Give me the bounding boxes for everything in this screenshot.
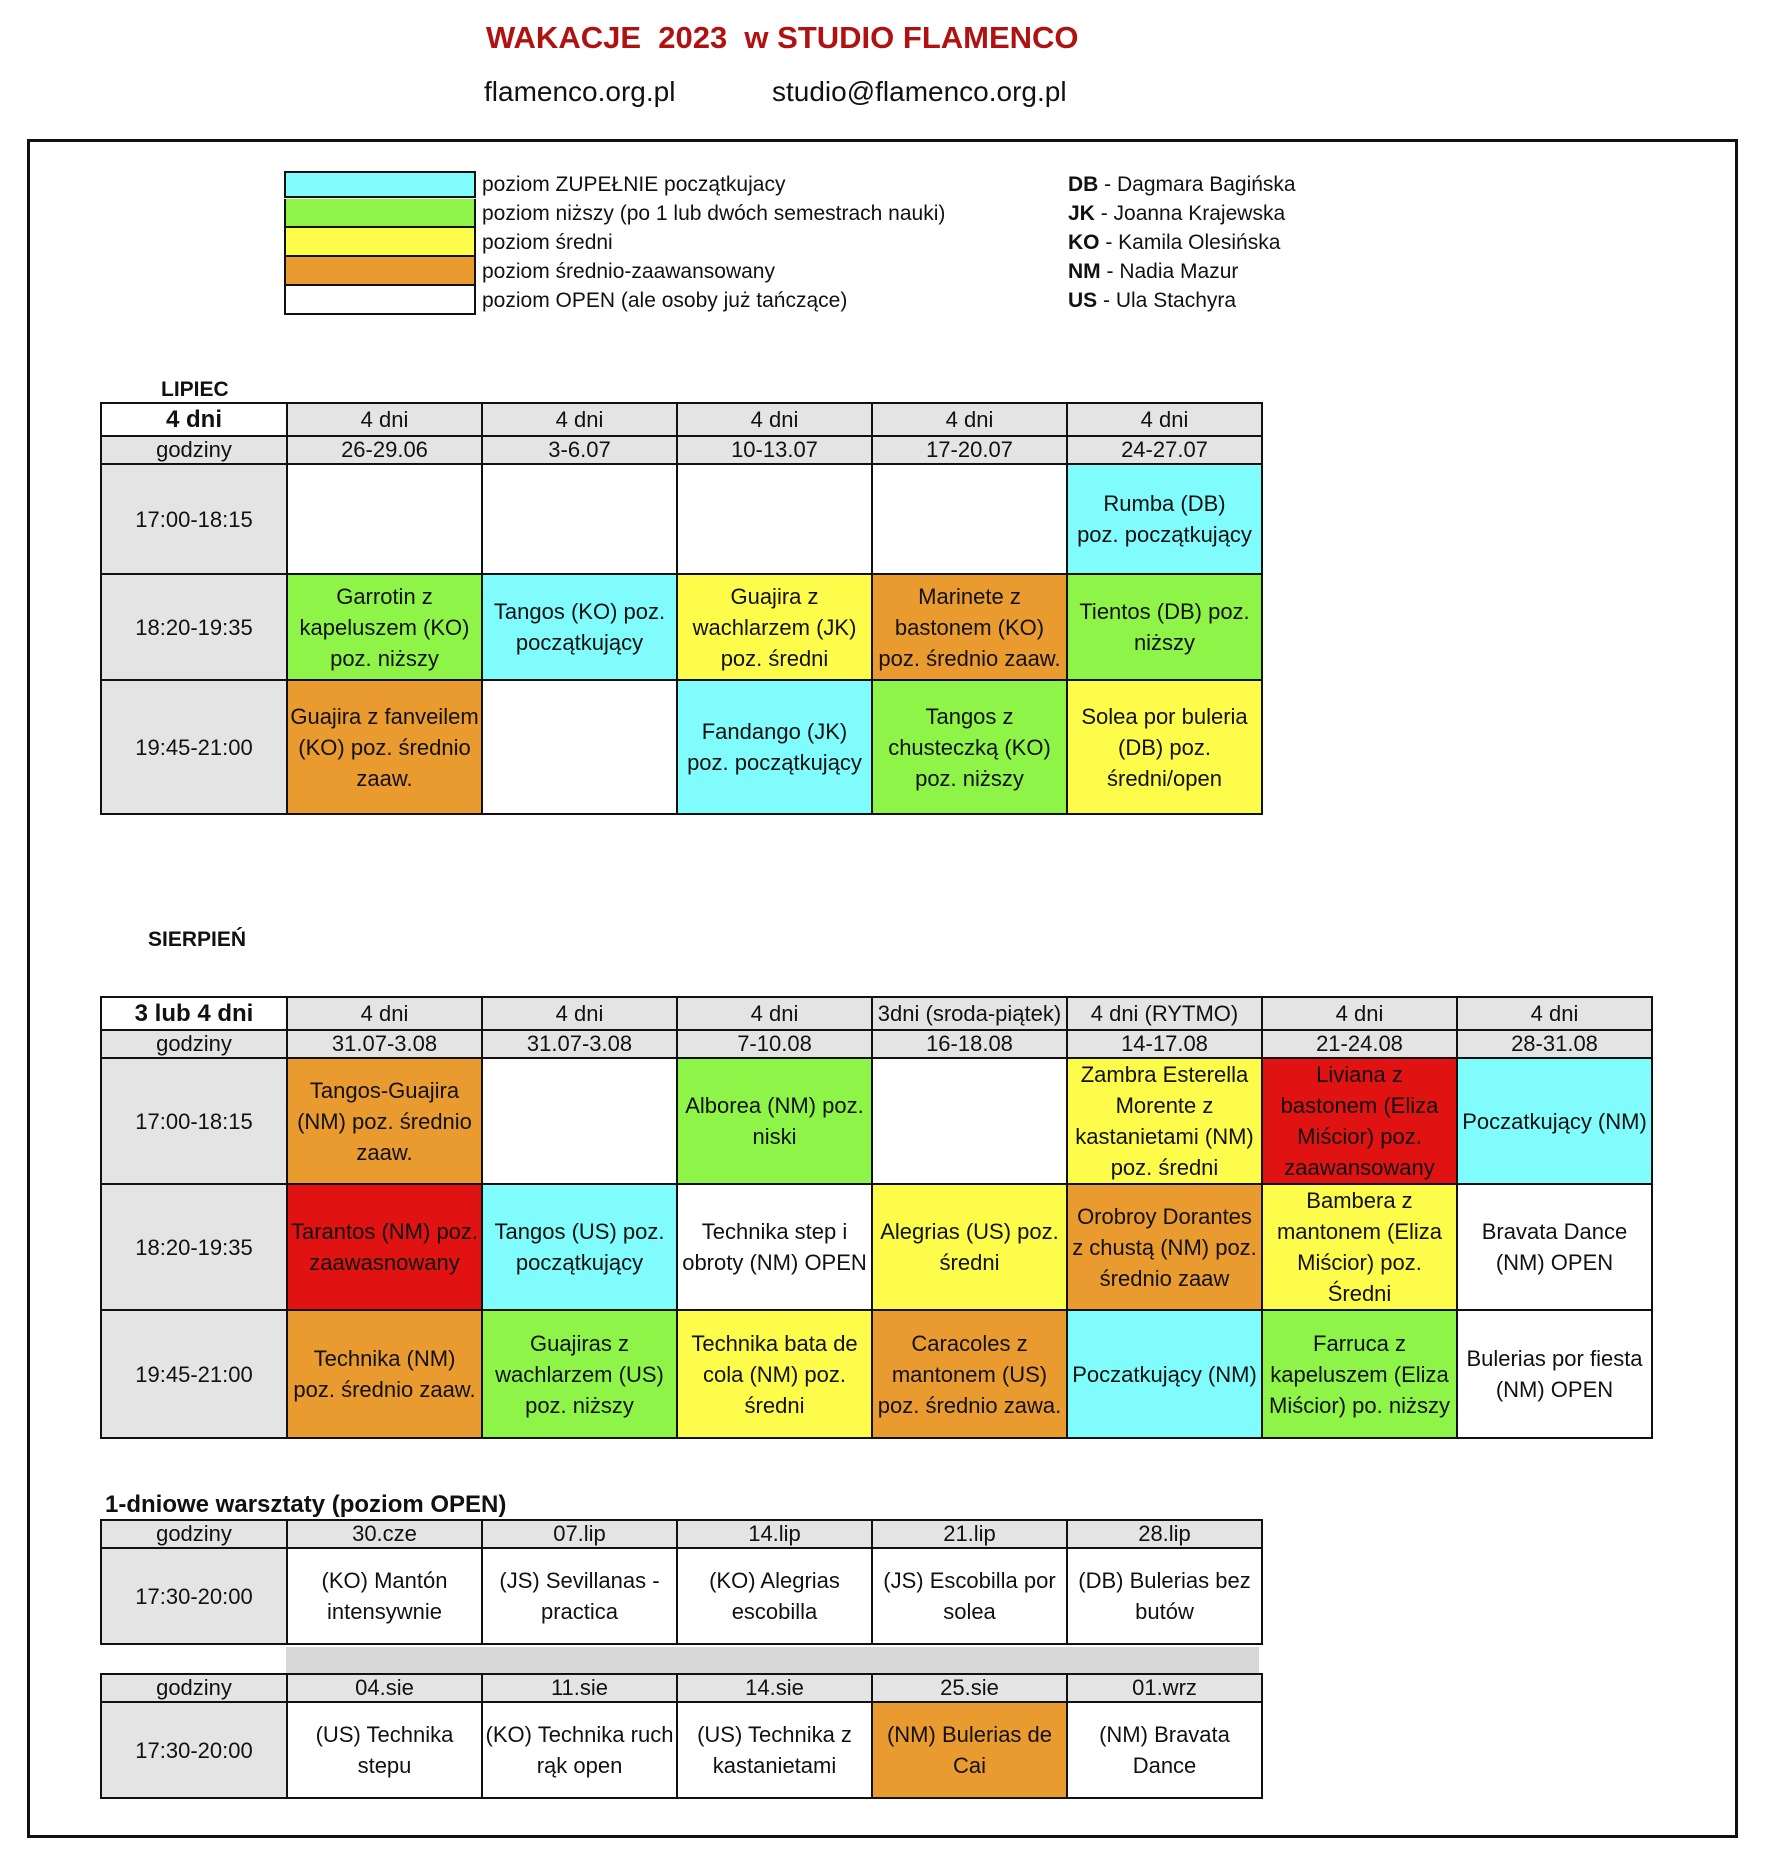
hours-label: godziny	[101, 1674, 287, 1702]
separator-bar	[286, 1647, 1259, 1673]
class-cell: Zambra Esterella Morente z kastanietami (NM) poz. średni	[1067, 1058, 1262, 1184]
august-label: SIERPIEŃ	[148, 928, 247, 951]
legend-text: poziom średni	[482, 230, 613, 254]
legend-swatch	[284, 286, 476, 315]
column-dates: 7-10.08	[677, 1030, 872, 1058]
instructor-row	[1068, 199, 1296, 228]
workshop-cell: (KO) Alegrias escobilla	[677, 1548, 872, 1644]
class-cell	[482, 680, 677, 814]
class-cell: Bambera z mantonem (Eliza Miścior) poz. Średni	[1262, 1184, 1457, 1310]
instructor-name: - Nadia Mazur	[1100, 260, 1239, 283]
column-dates: 16-18.08	[872, 1030, 1067, 1058]
time-slot: 17:30-20:00	[101, 1548, 287, 1644]
column-days: 4 dni	[1457, 997, 1652, 1030]
instructor-name: - Kamila Olesińska	[1099, 231, 1281, 254]
header-row-dates	[101, 1520, 1262, 1548]
class-cell: Garrotin z kapeluszem (KO) poz. niższy	[287, 574, 482, 680]
class-cell: Bravata Dance (NM) OPEN	[1457, 1184, 1652, 1310]
instructor-name: - Ula Stachyra	[1097, 289, 1237, 312]
class-cell	[872, 1058, 1067, 1184]
table-row	[101, 464, 1262, 574]
august-schedule-table	[100, 996, 1653, 1439]
level-legend	[284, 170, 945, 315]
time-slot: 19:45-21:00	[101, 1310, 287, 1438]
time-slot: 18:20-19:35	[101, 1184, 287, 1310]
workshop-date: 25.sie	[872, 1674, 1067, 1702]
class-cell: Tangos (US) poz. początkujący	[482, 1184, 677, 1310]
table-row	[101, 1310, 1652, 1438]
class-cell: Orobroy Dorantes z chustą (NM) poz. średnio zaaw	[1067, 1184, 1262, 1310]
workshop-cell: (US) Technika stepu	[287, 1702, 482, 1798]
july-schedule-table	[100, 402, 1263, 815]
workshop-cell: (DB) Bulerias bez butów	[1067, 1548, 1262, 1644]
column-dates: 31.07-3.08	[482, 1030, 677, 1058]
instructor-name: - Dagmara Bagińska	[1098, 173, 1296, 196]
column-days: 4 dni	[677, 403, 872, 436]
class-cell: Tangos-Guajira (NM) poz. średnio zaaw.	[287, 1058, 482, 1184]
instructor-code: KO	[1068, 231, 1100, 254]
class-cell: Alborea (NM) poz. niski	[677, 1058, 872, 1184]
workshop-date: 11.sie	[482, 1674, 677, 1702]
workshops-table-2	[100, 1673, 1263, 1799]
class-cell: Rumba (DB) poz. początkujący	[1067, 464, 1262, 574]
class-cell: Alegrias (US) poz. średni	[872, 1184, 1067, 1310]
legend-row	[284, 199, 945, 228]
table-row	[101, 1702, 1262, 1798]
instructor-row	[1068, 228, 1296, 257]
table-row	[101, 1184, 1652, 1310]
column-days: 4 dni	[1067, 403, 1262, 436]
class-cell: Liviana z bastonem (Eliza Miścior) poz. zaawansowany	[1262, 1058, 1457, 1184]
column-days: 4 dni	[482, 403, 677, 436]
workshop-cell: (KO) Mantón intensywnie	[287, 1548, 482, 1644]
class-cell: Solea por buleria (DB) poz. średni/open	[1067, 680, 1262, 814]
corner-cell: 3 lub 4 dni	[101, 997, 287, 1030]
column-days: 4 dni	[1262, 997, 1457, 1030]
legend-text: poziom średnio-zaawansowany	[482, 259, 775, 283]
class-cell: Technika bata de cola (NM) poz. średni	[677, 1310, 872, 1438]
class-cell: Guajira z fanveilem (KO) poz. średnio zaaw.	[287, 680, 482, 814]
column-dates: 26-29.06	[287, 436, 482, 464]
workshop-cell: (US) Technika z kastanietami	[677, 1702, 872, 1798]
workshop-date: 07.lip	[482, 1520, 677, 1548]
column-dates: 28-31.08	[1457, 1030, 1652, 1058]
class-cell	[677, 464, 872, 574]
class-cell: Farruca z kapeluszem (Eliza Miścior) po. niższy	[1262, 1310, 1457, 1438]
workshop-cell: (JS) Sevillanas - practica	[482, 1548, 677, 1644]
legend-row	[284, 228, 945, 257]
table-row	[101, 574, 1262, 680]
workshops-label: 1-dniowe warsztaty (poziom OPEN)	[105, 1491, 507, 1518]
instructor-code: NM	[1068, 260, 1101, 283]
hours-label: godziny	[101, 436, 287, 464]
time-slot: 17:00-18:15	[101, 1058, 287, 1184]
column-dates: 21-24.08	[1262, 1030, 1457, 1058]
workshop-date: 30.cze	[287, 1520, 482, 1548]
time-slot: 18:20-19:35	[101, 574, 287, 680]
column-days: 4 dni	[482, 997, 677, 1030]
legend-row	[284, 170, 945, 199]
workshop-date: 04.sie	[287, 1674, 482, 1702]
column-dates: 10-13.07	[677, 436, 872, 464]
column-days: 3dni (sroda-piątek)	[872, 997, 1067, 1030]
instructor-legend	[1068, 170, 1296, 315]
class-cell	[872, 464, 1067, 574]
workshop-date: 01.wrz	[1067, 1674, 1262, 1702]
instructor-code: DB	[1068, 173, 1099, 196]
hours-label: godziny	[101, 1520, 287, 1548]
workshop-date: 28.lip	[1067, 1520, 1262, 1548]
corner-cell: 4 dni	[101, 403, 287, 436]
column-days: 4 dni	[287, 997, 482, 1030]
time-slot: 17:00-18:15	[101, 464, 287, 574]
class-cell	[482, 464, 677, 574]
class-cell: Guajiras z wachlarzem (US) poz. niższy	[482, 1310, 677, 1438]
column-dates: 17-20.07	[872, 436, 1067, 464]
instructor-code: JK	[1068, 202, 1095, 225]
time-slot: 17:30-20:00	[101, 1702, 287, 1798]
instructor-code: US	[1068, 289, 1098, 312]
class-cell: Poczatkujący (NM)	[1457, 1058, 1652, 1184]
workshop-date: 21.lip	[872, 1520, 1067, 1548]
website-link[interactable]: flamenco.org.pl	[484, 76, 676, 107]
workshops-table-1	[100, 1519, 1263, 1645]
class-cell: Marinete z bastonem (KO) poz. średnio zaaw.	[872, 574, 1067, 680]
class-cell	[482, 1058, 677, 1184]
legend-swatch	[284, 257, 476, 286]
contact-line	[484, 76, 1067, 108]
table-row	[101, 1058, 1652, 1184]
legend-text: poziom OPEN (ale osoby już tańczące)	[482, 288, 848, 312]
workshop-cell: (NM) Bravata Dance	[1067, 1702, 1262, 1798]
column-dates: 31.07-3.08	[287, 1030, 482, 1058]
table-row	[101, 680, 1262, 814]
email-link[interactable]: studio@flamenco.org.pl	[772, 76, 1067, 107]
class-cell: Tangos z chusteczką (KO) poz. niższy	[872, 680, 1067, 814]
legend-text: poziom ZUPEŁNIE początkujacy	[482, 172, 786, 196]
workshop-cell: (NM) Bulerias de Cai	[872, 1702, 1067, 1798]
workshop-cell: (KO) Technika ruch rąk open	[482, 1702, 677, 1798]
class-cell: Technika (NM) poz. średnio zaaw.	[287, 1310, 482, 1438]
header-row-dates	[101, 1030, 1652, 1058]
header-row-dates	[101, 436, 1262, 464]
header-row-days	[101, 403, 1262, 436]
class-cell: Tangos (KO) poz. początkujący	[482, 574, 677, 680]
instructor-row	[1068, 257, 1296, 286]
class-cell: Technika step i obroty (NM) OPEN	[677, 1184, 872, 1310]
class-cell	[287, 464, 482, 574]
legend-row	[284, 286, 945, 315]
hours-label: godziny	[101, 1030, 287, 1058]
workshop-date: 14.lip	[677, 1520, 872, 1548]
workshop-cell: (JS) Escobilla por solea	[872, 1548, 1067, 1644]
column-days: 4 dni	[872, 403, 1067, 436]
legend-swatch	[284, 199, 476, 228]
header-row-dates	[101, 1674, 1262, 1702]
legend-swatch	[284, 228, 476, 257]
instructor-name: - Joanna Krajewska	[1094, 202, 1286, 225]
workshop-date: 14.sie	[677, 1674, 872, 1702]
time-slot: 19:45-21:00	[101, 680, 287, 814]
legend-text: poziom niższy (po 1 lub dwóch semestrach nauki)	[482, 201, 946, 225]
column-days: 4 dni	[287, 403, 482, 436]
class-cell: Tarantos (NM) poz. zaawasnowany	[287, 1184, 482, 1310]
instructor-row	[1068, 286, 1296, 315]
july-label: LIPIEC	[161, 378, 229, 401]
column-dates: 3-6.07	[482, 436, 677, 464]
column-dates: 14-17.08	[1067, 1030, 1262, 1058]
class-cell: Fandango (JK) poz. początkujący	[677, 680, 872, 814]
table-row	[101, 1548, 1262, 1644]
header-row-days	[101, 997, 1652, 1030]
column-days: 4 dni (RYTMO)	[1067, 997, 1262, 1030]
instructor-row	[1068, 170, 1296, 199]
column-days: 4 dni	[677, 997, 872, 1030]
class-cell: Tientos (DB) poz. niższy	[1067, 574, 1262, 680]
legend-row	[284, 257, 945, 286]
class-cell: Guajira z wachlarzem (JK) poz. średni	[677, 574, 872, 680]
class-cell: Bulerias por fiesta (NM) OPEN	[1457, 1310, 1652, 1438]
class-cell: Poczatkujący (NM)	[1067, 1310, 1262, 1438]
class-cell: Caracoles z mantonem (US) poz. średnio zawa.	[872, 1310, 1067, 1438]
legend-swatch	[284, 171, 476, 198]
page-title: WAKACJE 2023 w STUDIO FLAMENCO	[486, 20, 1079, 55]
column-dates: 24-27.07	[1067, 436, 1262, 464]
